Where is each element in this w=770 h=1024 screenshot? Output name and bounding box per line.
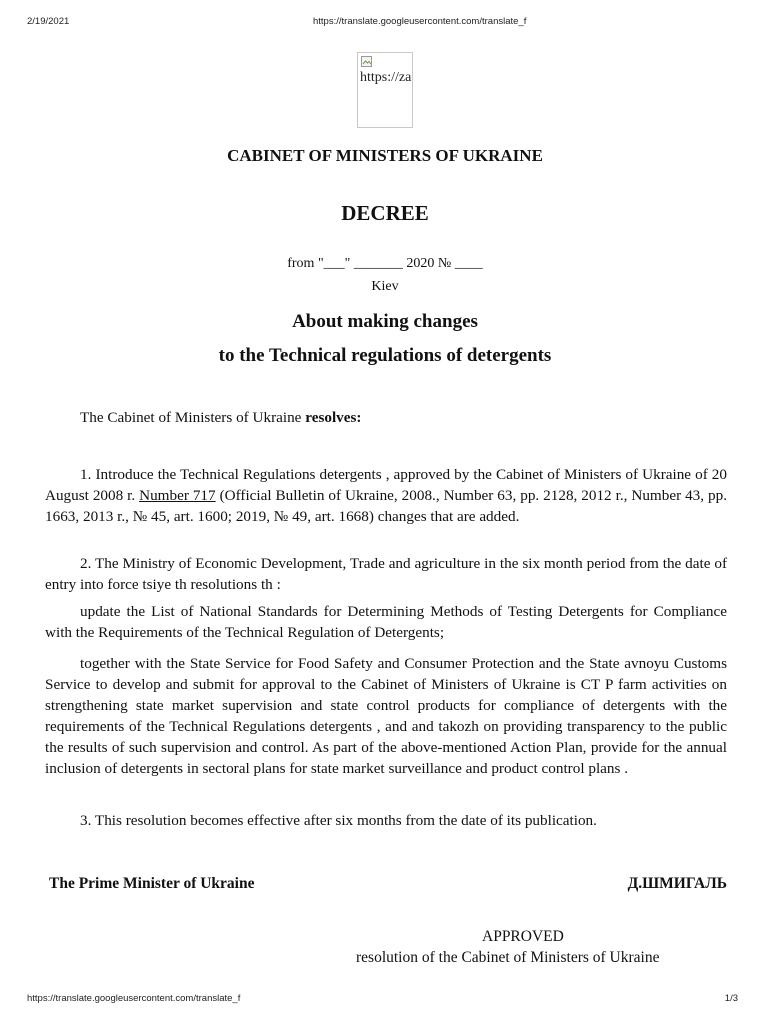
item-2-sub-1-paragraph: update the List of National Standards for Determining Methods of Testing Detergents for Compliance with the Requirements of the Technical Regulation of Detergents; — [45, 603, 727, 641]
image-alt-text: https://za — [360, 70, 412, 85]
decree-number-link[interactable]: Number 717 — [139, 487, 216, 504]
item-1-text-a: 1. Introduce the Technical Regulations detergents , approved by the Cabinet of Ministers of Ukraine of 20 August 2008 r. — [45, 466, 727, 504]
item-2-sub-2-paragraph: together with the State Service for Food Safety and Consumer Protection and the State avnoyu Customs Service to develop and submit for approval to the Cabinet of Ministers of Ukraine is CT P farm activities on strengthening state market supervision and state control products for compliance of detergents with the requirements of the Technical Regulations detergents , and and takozh on providing transparency to the public the results of such supervision and control. As part of the above-mentioned Action Plan, provide for the annual inclusion of detergents in sectoral plans for state market surveillance and product control plans . — [45, 655, 727, 777]
org-heading: CABINET OF MINISTERS OF UKRAINE — [227, 146, 543, 165]
broken-image — [357, 52, 413, 128]
print-url-header: https://translate.googleusercontent.com/translate_f — [313, 16, 527, 27]
item-1-paragraph — [45, 464, 727, 527]
resolves-prefix: The Cabinet of Ministers of Ukraine — [80, 409, 306, 426]
broken-image-icon — [361, 56, 373, 68]
item-3-paragraph: 3. This resolution becomes effective after six months from the date of its publication. — [80, 812, 597, 829]
approved-label: APPROVED — [482, 928, 564, 945]
item-1-text-b: (Official Bulletin of Ukraine, 2008., Number 63, pp. 2128, 2012 r., Number 43, pp. 1663, 2013 r., № 45, art. 1600; 2019, № 49, art. 1668) changes that are added. — [45, 487, 727, 525]
item-2-paragraph: 2. The Ministry of Economic Development, Trade and agriculture in the six month period from the date of entry into force tsiye th resolutions th : — [45, 555, 727, 593]
signature-name: Д.ШМИГАЛЬ — [627, 875, 727, 892]
place-line: Kiev — [371, 279, 399, 294]
page-number: 1/3 — [724, 993, 738, 1004]
title-line-2: to the Technical regulations of detergents — [218, 345, 552, 366]
title-line-1: About making changes — [292, 311, 478, 332]
approved-by-line: resolution of the Cabinet of Ministers of Ukraine — [356, 949, 660, 966]
resolves-paragraph — [45, 407, 727, 428]
signature-title: The Prime Minister of Ukraine — [49, 875, 255, 892]
print-url-footer: https://translate.googleusercontent.com/translate_f — [27, 993, 241, 1004]
date-line: from "___" _______ 2020 № ____ — [287, 256, 483, 271]
print-date: 2/19/2021 — [27, 16, 70, 27]
resolves-bold: resolves: — [305, 409, 362, 426]
doc-type-heading: DECREE — [341, 201, 429, 225]
